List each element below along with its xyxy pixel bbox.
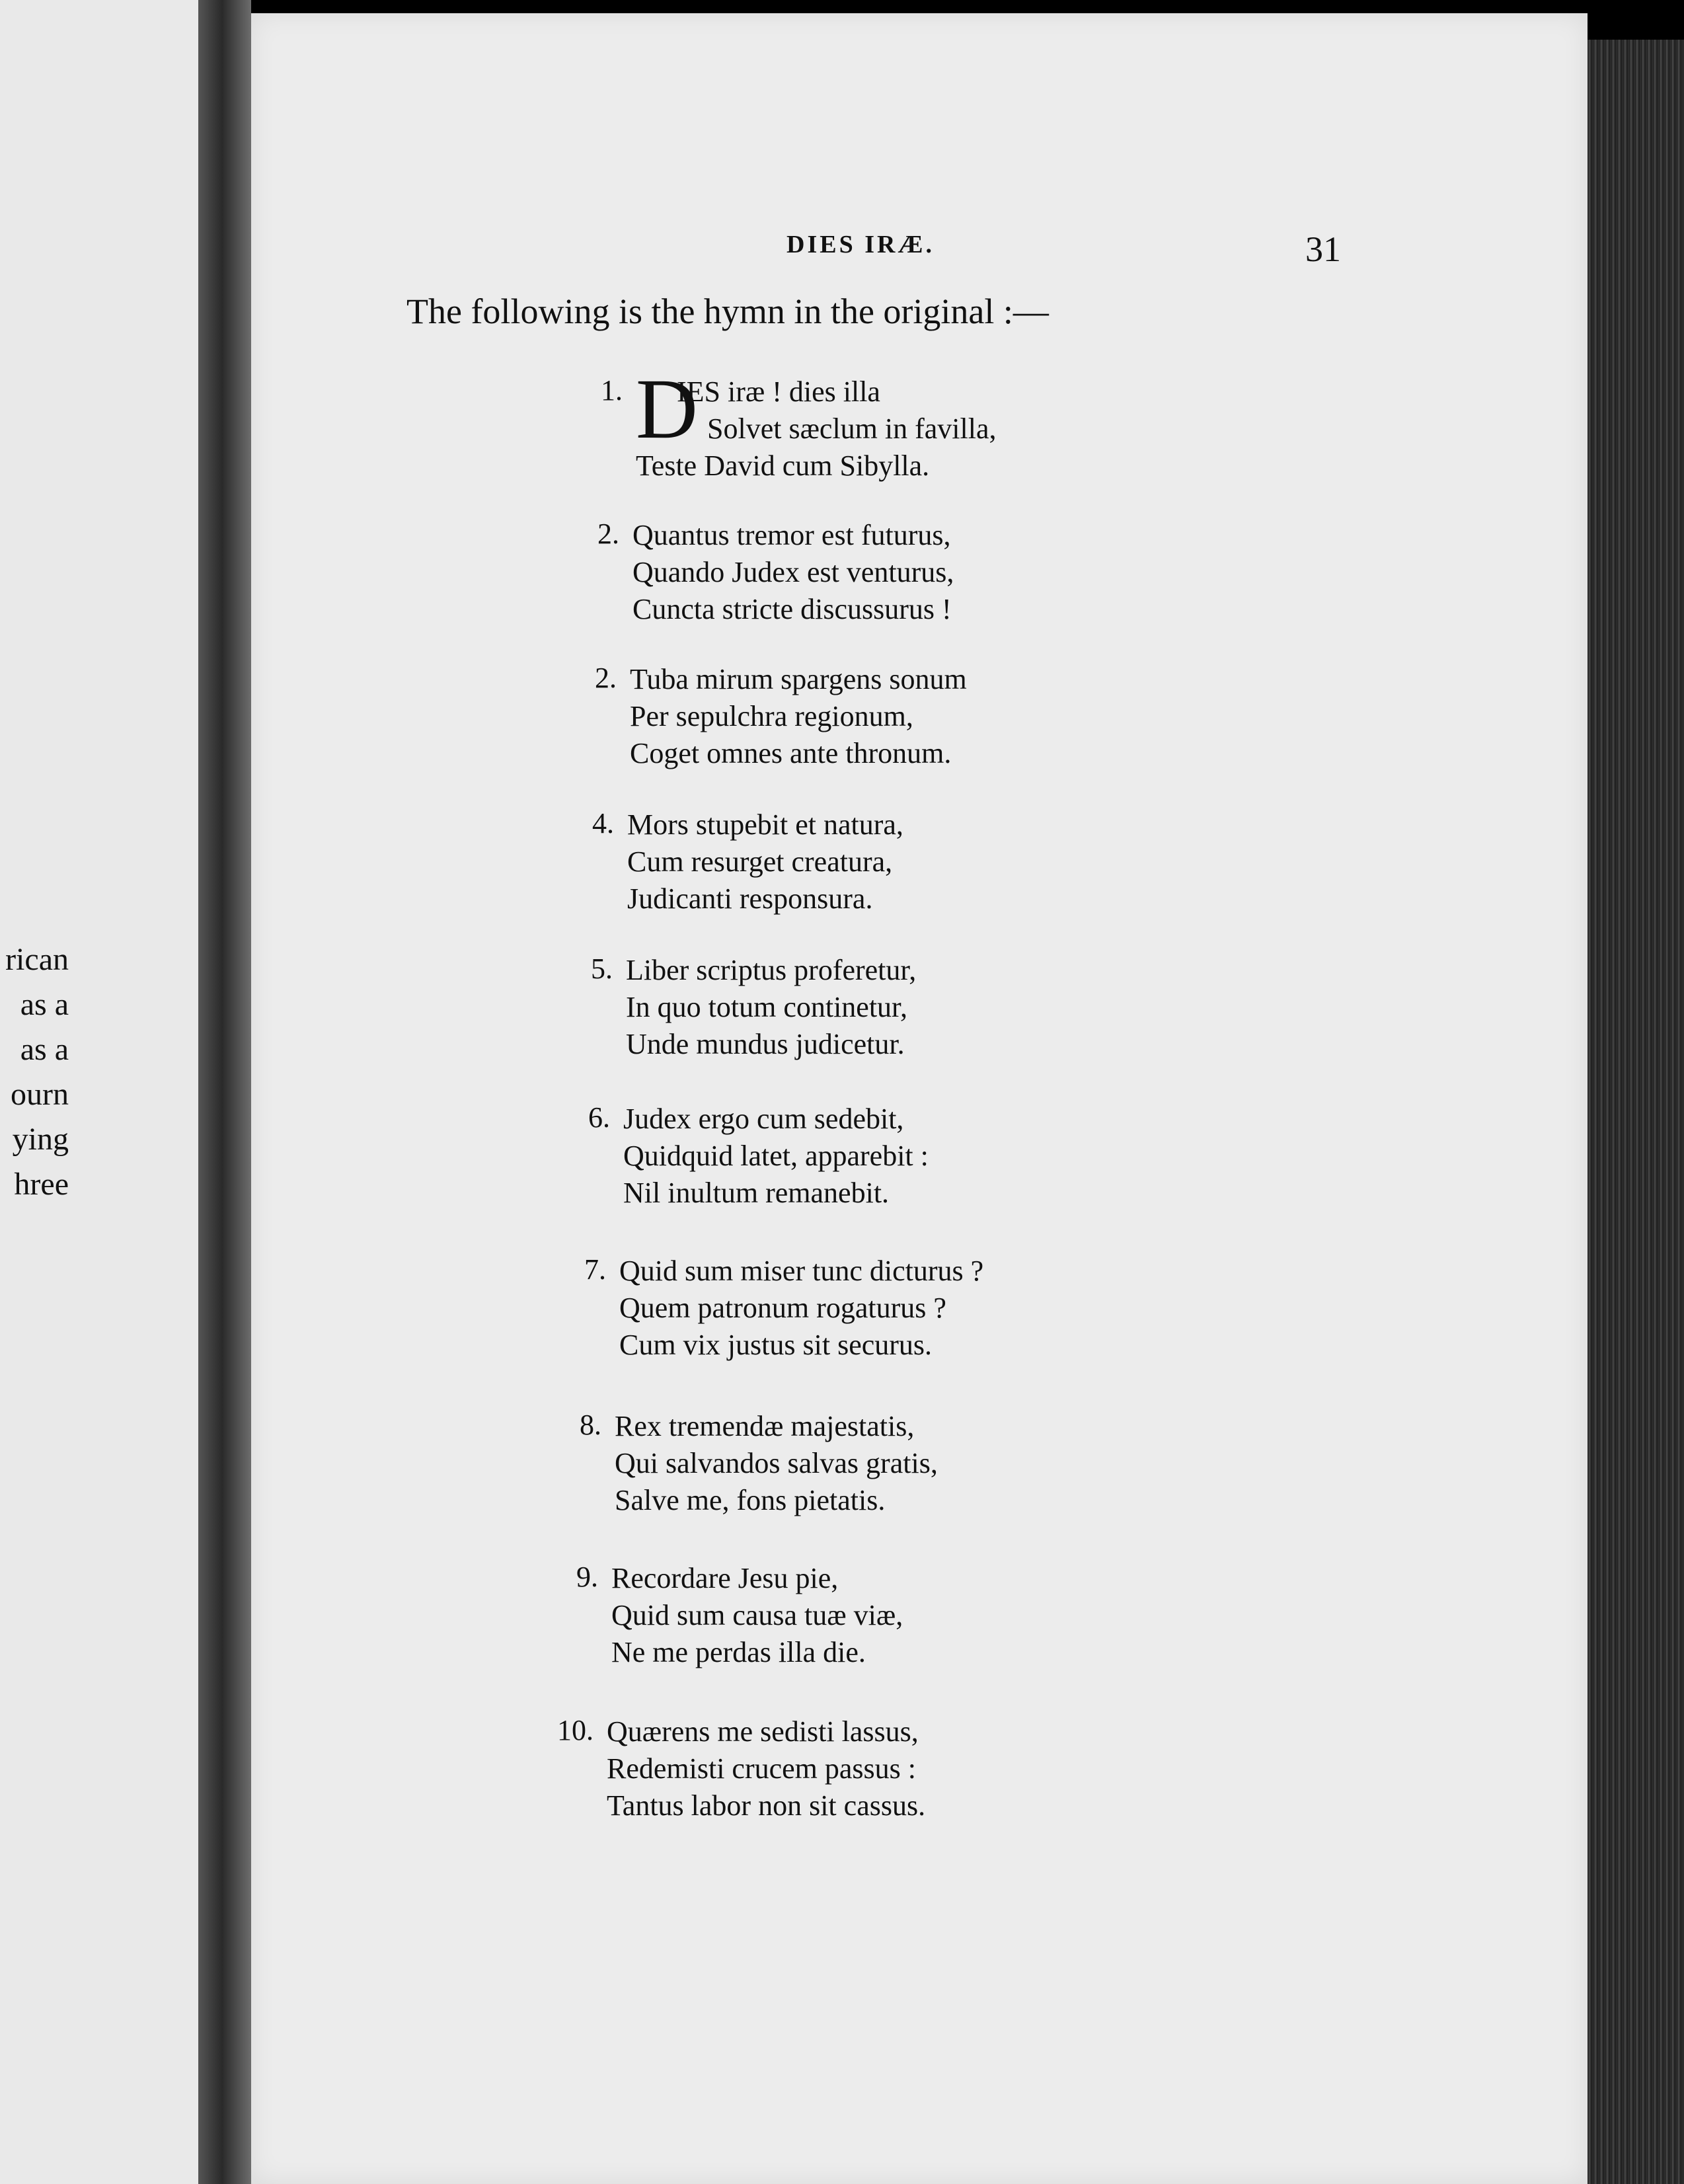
page-number: 31 (1305, 229, 1341, 269)
stanza-9 (576, 1560, 903, 1671)
stanza-3 (595, 661, 967, 772)
stanza-line: Judex ergo cum sedebit, (623, 1103, 904, 1135)
current-page (251, 13, 1588, 2184)
stanza-line: Quantus tremor est futurus, (632, 519, 951, 551)
stanza-line: Teste David cum Sibylla. (636, 449, 930, 482)
stanza-line: Ne me perdas illa die. (611, 1636, 866, 1668)
stanza-6 (588, 1101, 929, 1212)
page-edges (1588, 40, 1684, 2184)
stanza-number: 8. (580, 1409, 601, 1441)
stanza-number: 5. (591, 953, 613, 985)
stanza-line: Quid sum miser tunc dicturus ? (619, 1255, 984, 1287)
stanza-line: Cum resurget creatura, (627, 845, 893, 878)
stanza-number: 1. (601, 374, 623, 407)
running-head: DIES IRÆ. (786, 231, 935, 258)
stanza-2 (597, 517, 954, 628)
stanza-line: Quærens me sedisti lassus, (607, 1715, 919, 1748)
stanza-number: 6. (588, 1101, 610, 1134)
fragment-line: rican (5, 942, 69, 977)
book-gutter (198, 0, 251, 2184)
stanza-line: In quo totum continetur, (626, 991, 907, 1023)
previous-page-text-fragments (5, 937, 69, 1207)
stanza-line: Quidquid latet, apparebit : (623, 1140, 929, 1172)
stanza-line: Quid sum causa tuæ viæ, (611, 1599, 903, 1631)
stanza-number: 9. (576, 1561, 598, 1593)
stanza-10 (557, 1713, 926, 1824)
stanza-line: IES iræ ! dies illa (677, 375, 880, 408)
stanza-4 (592, 806, 903, 917)
stanza-line: Cum vix justus sit securus. (619, 1329, 933, 1361)
drop-cap: D (636, 362, 698, 457)
stanza-line: Unde mundus judicetur. (626, 1028, 905, 1060)
stanza-1 (601, 362, 1098, 486)
stanza-line: Coget omnes ante thronum. (630, 737, 952, 769)
stanza-line: Qui salvandos salvas gratis, (615, 1447, 938, 1479)
stanza-number: 7. (584, 1253, 606, 1286)
stanza-line: Redemisti crucem passus : (607, 1752, 917, 1785)
stanza-number: 2. (595, 662, 617, 694)
fragment-line: as a (20, 1032, 69, 1067)
stanza-line: Tantus labor non sit cassus. (607, 1789, 926, 1822)
stanza-line: Liber scriptus proferetur, (626, 954, 917, 986)
stanza-line: Mors stupebit et natura, (627, 808, 903, 841)
stanza-number: 10. (557, 1714, 593, 1746)
stanza-number: 2. (597, 518, 619, 550)
stanza-line: Rex tremendæ majestatis, (615, 1410, 915, 1442)
fragment-line: as a (20, 987, 69, 1022)
intro-line: The following is the hymn in the original :— (406, 292, 1049, 331)
fragment-line: hree (14, 1167, 69, 1202)
fragment-line: ourn (11, 1077, 69, 1112)
stanza-line: Quem patronum rogaturus ? (619, 1292, 946, 1324)
stanza-8 (580, 1408, 938, 1519)
stanza-line: Recordare Jesu pie, (611, 1562, 839, 1594)
stanza-7 (584, 1253, 984, 1364)
stanza-line: Judicanti responsura. (627, 882, 873, 915)
stanza-line: Nil inultum remanebit. (623, 1177, 890, 1209)
stanza-line: Cuncta stricte discussurus ! (632, 593, 952, 625)
previous-page (0, 0, 198, 2184)
stanza-line: Salve me, fons pietatis. (615, 1484, 886, 1516)
stanza-5 (591, 952, 917, 1063)
stanza-number: 4. (592, 807, 614, 839)
stanza-line: Tuba mirum spargens sonum (630, 663, 967, 695)
stanza-line: Solvet sæclum in favilla, (707, 412, 997, 445)
fragment-line: ying (12, 1122, 69, 1157)
stanza-line: Quando Judex est venturus, (632, 556, 954, 588)
stanza-line: Per sepulchra regionum, (630, 700, 913, 732)
